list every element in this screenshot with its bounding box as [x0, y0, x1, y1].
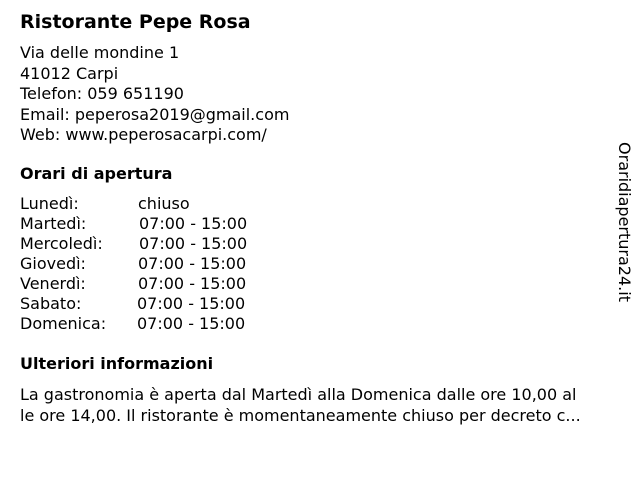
more-info-heading: Ulteriori informazioni: [20, 354, 214, 373]
day-label: Sabato:: [20, 294, 82, 313]
city: 41012 Carpi: [20, 63, 119, 83]
street-address: Via delle mondine 1: [20, 43, 180, 62]
time-value: 07:00 - 15:00: [137, 314, 246, 333]
day-label: Martedì:: [20, 214, 87, 233]
info-line: La gastronomia è aperta dal Martedì alla Domenica dalle ore 10,00 al: [20, 385, 577, 404]
day-label: Venerdì:: [20, 274, 86, 293]
day-label: Giovedì:: [20, 254, 86, 273]
site-watermark: Oraridiapertura24.it: [615, 142, 634, 302]
contact-block: [20, 43, 289, 146]
website: Web: www.peperosacarpi.com/: [20, 125, 267, 144]
opening-hours-heading: Orari di apertura: [20, 164, 173, 183]
email: Email: peperosa2019@gmail.com: [20, 104, 290, 124]
info-line: le ore 14,00. Il ristorante è momentaneamente chiuso per decreto c...: [20, 406, 581, 425]
restaurant-name: Ristorante Pepe Rosa: [20, 11, 251, 33]
phone: Telefon: 059 651190: [20, 84, 184, 103]
time-value: 07:00 - 15:00: [137, 294, 246, 313]
time-value: 07:00 - 15:00: [138, 274, 247, 293]
time-value: 07:00 - 15:00: [139, 234, 248, 253]
day-label: Domenica:: [20, 314, 107, 333]
time-value: chiuso: [138, 194, 190, 213]
day-label: Lunedì:: [20, 194, 79, 213]
time-value: 07:00 - 15:00: [139, 214, 248, 233]
day-label: Mercoledì:: [20, 234, 103, 253]
time-value: 07:00 - 15:00: [138, 254, 247, 273]
more-info-text: [20, 384, 632, 426]
